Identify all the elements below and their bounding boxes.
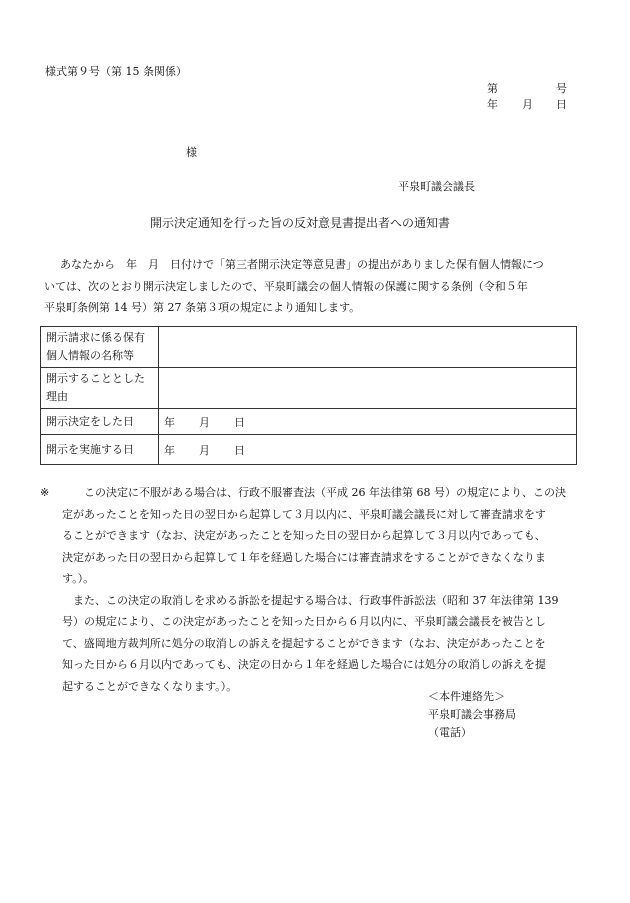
note-line: す。）。 [62,572,95,585]
body-line: あなたから 年 月 日付けで「第三者開示決定等意見書」の提出がありました保有個人情報につ [60,258,544,271]
contact-office: 平泉町議会事務局 [428,708,516,721]
row-label-reason [41,368,159,409]
label-line: 個人情報の名称等 [46,349,134,362]
document-date-day: 日 [556,98,567,111]
document-number-suffix: 号 [556,82,567,95]
note-line: 起することができなくなります。）。 [62,679,238,693]
reason-value [159,368,577,409]
note-mark: ※ [40,486,50,499]
disclosure-info-table [40,326,577,465]
label-line: 開示請求に係る保有 [46,331,145,344]
label-line: 開示することとした [46,372,145,385]
note-line: また、この決定の取消しを求める訴訟を提起する場合は、行政事件訴訟法（昭和 37 年法律第 139 [73,593,559,607]
addressee-suffix: 様 [186,146,197,159]
document-date-month: 月 [522,98,533,111]
document-title: 開示決定通知を行った旨の反対意見書提出者への通知書 [150,216,451,230]
row-label-info-name [41,327,159,368]
document-date-year: 年 [487,98,498,111]
note-line: て、盛岡地方裁判所に処分の取消しの訴えを提起することができます（なお、決定があったことを [62,636,546,650]
decision-date-value [159,409,577,435]
note-line: 号）の規定により、この決定があったことを知った日から６月以内に、平泉町議会議長を被告とし [62,615,546,628]
body-line: いては、次のとおり開示決定しましたので、平泉町議会の個人情報の保護に関する条例（令和５年 [44,279,528,293]
contact-phone: （電話） [428,726,472,739]
document-number-prefix: 第 [487,82,498,95]
table-row [41,409,577,435]
date-year: 年 [164,415,175,429]
table-row [41,368,577,409]
row-label-implementation-date: 開示を実施する日 [41,435,159,465]
contact-block [428,688,516,742]
body-paragraph [44,254,589,319]
date-month: 月 [199,443,210,457]
note-line: ることができます（なお、決定があったことを知った日の翌日から起算して３月以内であっても、 [62,529,546,542]
implementation-date-value [159,435,577,465]
contact-heading: ＜本件連絡先＞ [428,690,505,703]
label-line: 理由 [46,390,68,403]
date-month: 月 [199,415,210,429]
note-line: 決定があった日の翌日から起算して１年を経過した場合には審査請求をすることができなくなりま [62,550,546,564]
body-line: 平泉町条例第 14 号）第 27 条第３項の規定により通知します。 [44,301,361,314]
date-day: 日 [234,415,245,429]
date-year: 年 [164,443,175,457]
sender-name: 平泉町議会議長 [398,180,475,193]
form-number: 様式第９号（第 15 条関係） [45,65,187,78]
info-name-value [159,327,577,368]
date-day: 日 [234,443,245,457]
note-line: 知った日から６月以内であっても、決定の日から１年を経過した場合には処分の取消しの訴えを提 [62,658,546,671]
row-label-decision-date: 開示決定をした日 [41,409,159,435]
appeal-notes [40,482,582,697]
note-line: この決定に不服がある場合は、行政不服審査法（平成 26 年法律第 68 号）の規定により、この決 [84,486,566,499]
table-row [41,435,577,465]
table-row [41,327,577,368]
note-line: 定があったことを知った日の翌日から起算して３月以内に、平泉町議会議長に対して審査請求をす [62,507,546,521]
